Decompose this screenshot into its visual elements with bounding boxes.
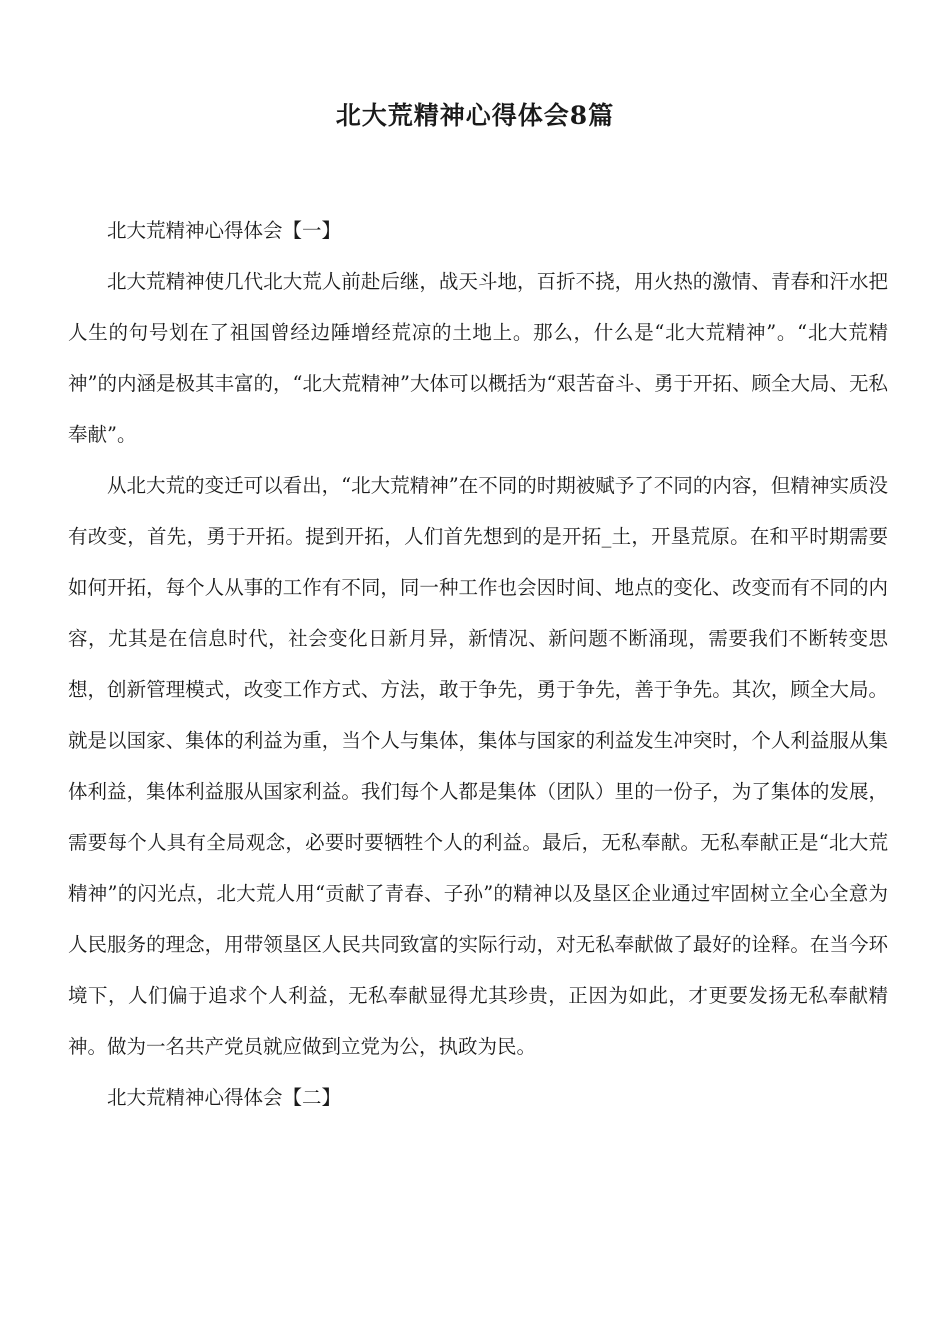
document-title: 北大荒精神心得体会8篇 — [335, 101, 615, 130]
section-1-paragraph-2: 从北大荒的变迁可以看出，“北大荒精神”在不同的时期被赋予了不同的内容，但精神实质没有改变，首先，勇于开拓。提到开拓，人们首先想到的是开拓_土，开垦荒原。在和平时期需要如何开拓，每个人从事的工作有不同，同一种工作也会因时间、地点的变化、改变而有不同的内容，尤其是在信息时代，社会变化日新月异，新情况、新问题不断涌现，需要我们不断转变思想，创新管理模式，改变工作方式、方法，敢于争先，勇于争先，善于争先。其次，顾全大局。就是以国家、集体的利益为重，当个人与集体，集体与国家的利益发生冲突时，个人利益服从集体利益，集体利益服从国家利益。我们每个人都是集体（团队）里的一份子，为了集体的发展，需要每个人具有全局观念，必要时要牺牲个人的利益。最后，无私奉献。无私奉献正是“北大荒精神”的闪光点，北大荒人用“贡献了青春、子孙”的精神以及垦区企业通过牢固树立全心全意为人民服务的理念，用带领垦区人民共同致富的实际行动，对无私奉献做了最好的诠释。在当今环境下，人们偏于追求个人利益，无私奉献显得尤其珍贵，正因为如此，才更要发扬无私奉献精神。做为一名共产党员就应做到立党为公，执政为民。 — [68, 474, 888, 1058]
document-body — [68, 205, 888, 1123]
section-heading-2: 北大荒精神心得体会【二】 — [107, 1086, 342, 1109]
section-heading-1: 北大荒精神心得体会【一】 — [107, 219, 342, 242]
section-1-paragraph-1: 北大荒精神使几代北大荒人前赴后继，战天斗地，百折不挠，用火热的激情、青春和汗水把人生的句号划在了祖国曾经边陲增经荒凉的土地上。那么，什么是“北大荒精神”。“北大荒精神”的内涵是极其丰富的，“北大荒精神”大体可以概括为“艰苦奋斗、勇于开拓、顾全大局、无私奉献”。 — [68, 270, 888, 446]
